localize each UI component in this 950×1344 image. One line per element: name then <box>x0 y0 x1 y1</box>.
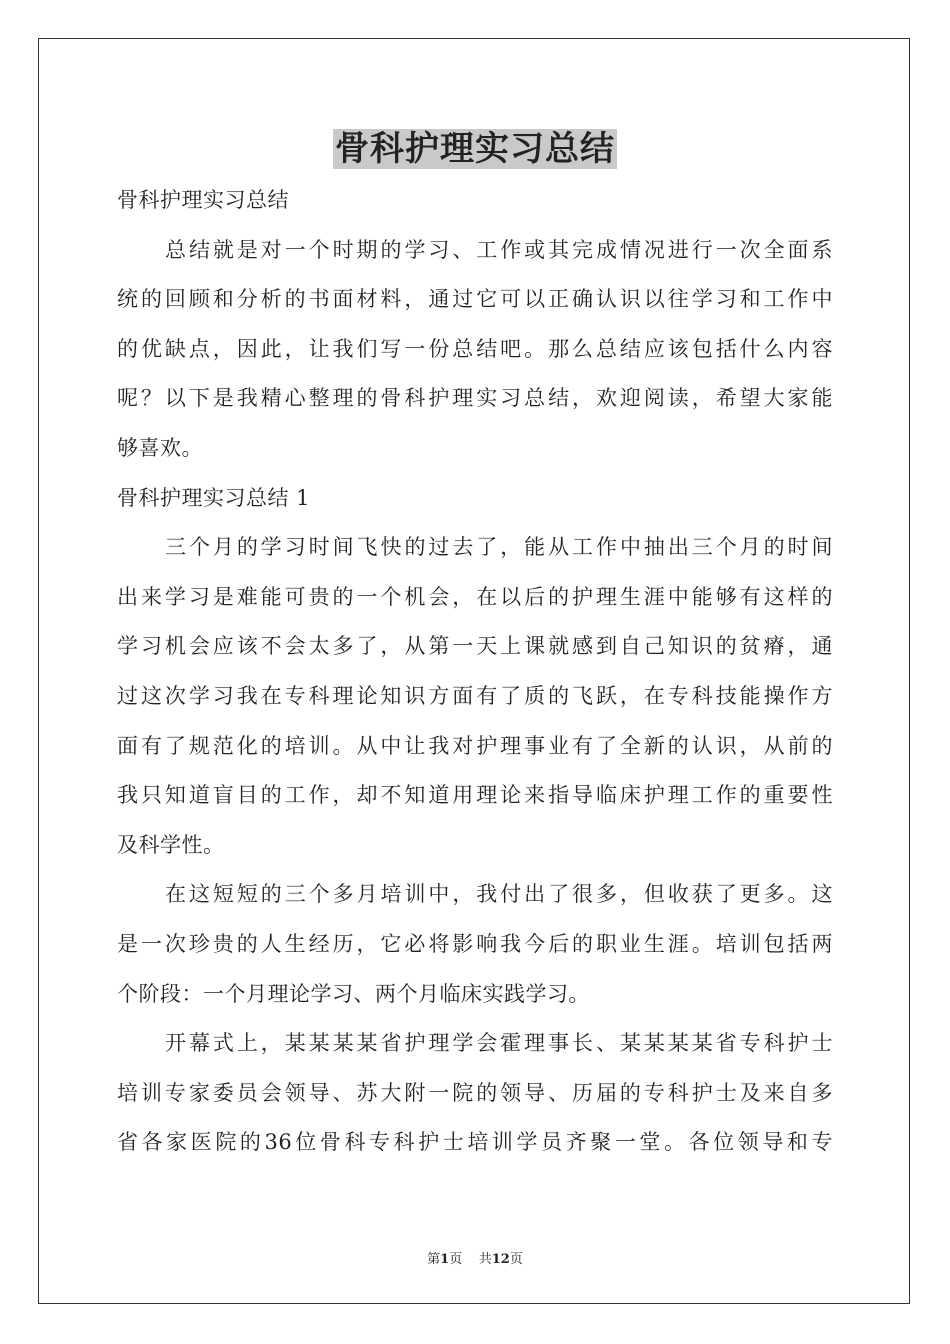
document-body <box>117 176 833 1168</box>
footer-page-suffix: 页 <box>449 1252 463 1267</box>
footer-page-number: 1 <box>440 1252 450 1267</box>
body-text-line: 总结就是对一个时期的学习、工作或其完成情况进行一次全面系 <box>165 237 833 262</box>
body-text-line: 三个月的学习时间飞快的过去了，能从工作中抽出三个月的时间 <box>165 535 833 560</box>
section-heading: 骨科护理实习总结 <box>117 188 289 212</box>
body-text-line: 够喜欢。 <box>117 435 203 460</box>
body-text-line: 及科学性。 <box>117 832 225 857</box>
body-text-line: 统的回顾和分析的书面材料，通过它可以正确认识以往学习和工作中 <box>117 287 833 312</box>
body-text-line: 培训专家委员会领导、苏大附一院的领导、历届的专科护士及来自多 <box>117 1080 833 1105</box>
document-title-text: 骨科护理实习总结 <box>335 129 615 169</box>
footer-total-prefix: 共 <box>478 1252 492 1267</box>
footer-total-suffix: 页 <box>509 1252 523 1267</box>
body-text-line: 出来学习是难能可贵的一个机会，在以后的护理生涯中能够有这样的 <box>117 584 833 609</box>
body-text-line: 过这次学习我在专科理论知识方面有了质的飞跃，在专科技能操作方 <box>117 683 833 708</box>
body-text-line: 在这短短的三个多月培训中，我付出了很多，但收获了更多。这 <box>165 882 833 907</box>
body-text-line: 的优缺点，因此，让我们写一份总结吧。那么总结应该包括什么内容 <box>117 336 833 361</box>
body-text-line: 学习机会应该不会太多了，从第一天上课就感到自己知识的贫瘠，通 <box>117 634 833 659</box>
body-text-line: 是一次珍贵的人生经历，它必将影响我今后的职业生涯。培训包括两 <box>117 931 833 956</box>
footer-total-pages: 12 <box>491 1252 510 1267</box>
page-footer <box>0 1248 950 1267</box>
body-text-line: 我只知道盲目的工作，却不知道用理论来指导临床护理工作的重要性 <box>117 783 833 808</box>
body-text-line: 开幕式上，某某某某省护理学会霍理事长、某某某某省专科护士 <box>165 1031 833 1056</box>
document-title <box>0 126 950 172</box>
footer-page-prefix: 第 <box>427 1252 441 1267</box>
body-text-line: 个阶段：一个月理论学习、两个月临床实践学习。 <box>117 981 590 1006</box>
body-text-line: 面有了规范化的培训。从中让我对护理事业有了全新的认识，从前的 <box>117 733 833 758</box>
body-text-line: 呢？以下是我精心整理的骨科护理实习总结，欢迎阅读，希望大家能 <box>117 386 833 411</box>
body-text-line: 省各家医院的36位骨科专科护士培训学员齐聚一堂。各位领导和专 <box>117 1130 833 1155</box>
section-heading: 骨科护理实习总结 1 <box>117 485 311 510</box>
